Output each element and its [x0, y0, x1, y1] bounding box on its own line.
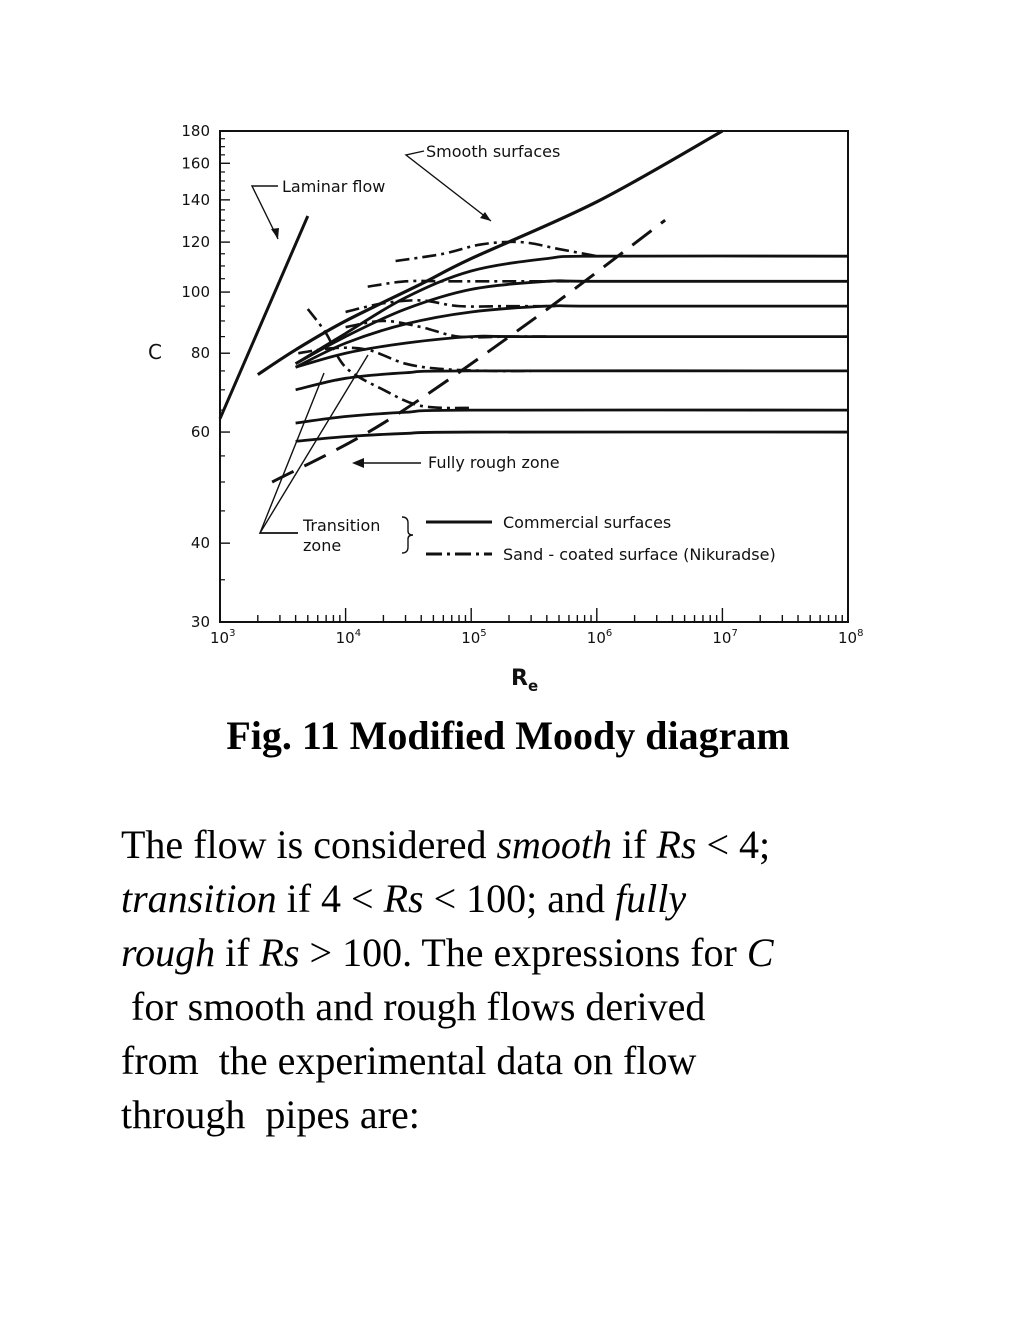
x-tick-label: $10^7$ [712, 628, 738, 647]
smooth-leader [406, 151, 491, 221]
transition-annotation-line2: zone [303, 536, 342, 555]
rough-annotation: Fully rough zone [428, 453, 560, 472]
paragraph-line [121, 818, 921, 872]
text-run: if [215, 930, 260, 975]
x-axis-label-sub: e [527, 677, 539, 695]
sand-coated-curve [396, 242, 597, 261]
commercial-curve [296, 336, 848, 367]
text-run: < 100; and [423, 876, 616, 921]
y-tick-label: 80 [190, 344, 210, 363]
moody-diagram [128, 115, 908, 705]
y-tick-label: 100 [181, 283, 210, 302]
rough-arrowhead [352, 458, 364, 468]
x-tick-label: $10^5$ [461, 628, 487, 647]
y-tick-label: 180 [181, 122, 210, 140]
text-run: for smooth and rough flows derived [121, 984, 706, 1029]
legend-commercial-label: Commercial surfaces [503, 513, 672, 532]
italic-run: transition [121, 876, 277, 921]
y-tick-label: 140 [181, 190, 210, 209]
x-tick-label: $10^3$ [210, 628, 236, 647]
paragraph-line [121, 872, 921, 926]
y-tick-label: 60 [190, 423, 210, 442]
y-tick-label: 40 [190, 534, 210, 553]
paragraph-line [121, 1034, 921, 1088]
laminar-arrowhead [271, 228, 279, 239]
italic-run: Rs [656, 822, 697, 867]
transition-leader-a [260, 373, 324, 533]
x-tick-label: $10^6$ [586, 628, 613, 647]
text-run: > 100. The expressions for [299, 930, 747, 975]
x-tick-label: $10^4$ [335, 628, 362, 647]
paragraph-line [121, 926, 921, 980]
transition-leader-b [260, 355, 368, 533]
y-tick-label: 120 [181, 233, 210, 252]
text-run: The flow is considered [121, 822, 497, 867]
text-run: through pipes are: [121, 1092, 420, 1137]
laminar-curve [220, 216, 308, 419]
transition-annotation-line1: Transition [303, 516, 381, 535]
y-tick-label: 160 [181, 154, 210, 173]
x-axis-label [511, 666, 538, 695]
laminar-annotation: Laminar flow [282, 177, 386, 196]
italic-run: Rs [383, 876, 424, 921]
figure-caption: Fig. 11 Modified Moody diagram [226, 713, 790, 758]
y-tick-label: 30 [190, 613, 210, 631]
legend [426, 513, 776, 564]
italic-run: C [746, 930, 774, 975]
italic-run: Rs [259, 930, 300, 975]
text-run: < 4; [696, 822, 771, 867]
sand-coated-curve [368, 281, 569, 287]
chart-svg [128, 115, 908, 705]
commercial-curve [296, 410, 848, 423]
smooth-annotation: Smooth surfaces [426, 142, 561, 161]
italic-run: fully [615, 876, 687, 921]
text-run: if 4 < [276, 876, 384, 921]
italic-run: smooth [496, 822, 613, 867]
transition-brace [402, 517, 413, 553]
text-run: from the experimental data on flow [121, 1038, 697, 1083]
text-run: if [612, 822, 657, 867]
x-axis-label-base: R [511, 666, 528, 691]
legend-sand-coated-label: Sand - coated surface (Nikuradse) [503, 545, 776, 564]
paragraph-line [121, 980, 921, 1034]
sand-coated-curve [298, 348, 531, 371]
commercial-curve [296, 432, 848, 441]
y-axis-label: C [148, 340, 162, 364]
paragraph-line [121, 1088, 921, 1142]
x-tick-label: $10^8$ [838, 628, 864, 647]
italic-run: rough [121, 930, 216, 975]
body-paragraph [121, 818, 921, 1142]
